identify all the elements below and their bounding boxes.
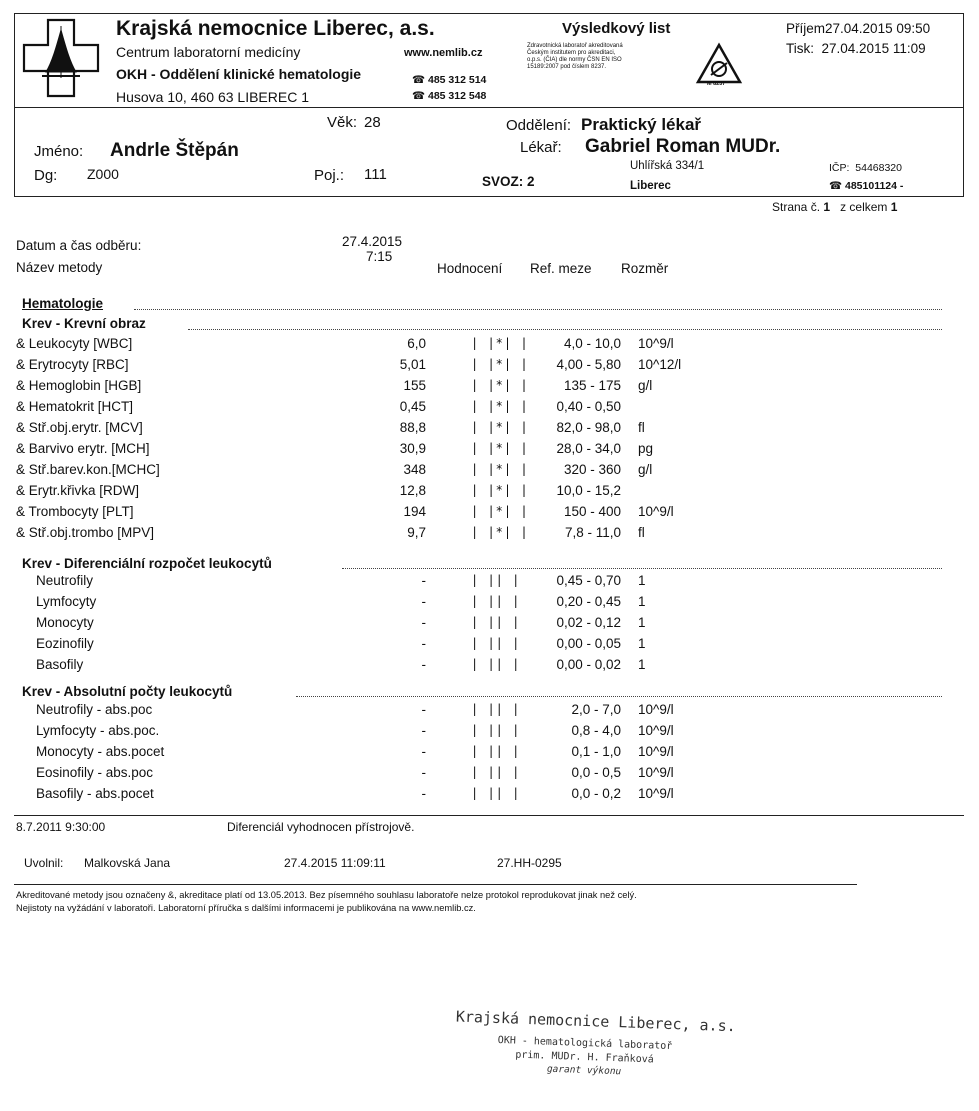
result-row <box>16 615 716 636</box>
test-name: Neutrofily - abs.poc <box>36 702 153 717</box>
test-ref-range: 2,0 - 7,0 <box>571 702 621 717</box>
test-name: & Stř.obj.erytr. [MCV] <box>16 420 143 435</box>
test-ref-range: 0,00 - 0,05 <box>556 636 621 651</box>
print-time <box>786 41 926 56</box>
test-unit: fl <box>638 525 645 540</box>
test-ref-range: 0,0 - 0,5 <box>571 765 621 780</box>
test-value: - <box>421 573 426 588</box>
test-name: & Stř.barev.kon.[MCHC] <box>16 462 160 477</box>
test-value: 30,9 <box>399 441 426 456</box>
test-name: Eosinofily - abs.poc <box>36 765 154 780</box>
test-evaluation: | || | <box>471 636 521 650</box>
test-name: & Hemoglobin [HGB] <box>16 378 142 393</box>
received-value: 27.04.2015 09:50 <box>825 21 931 36</box>
stamp-line-4: garant výkonu <box>546 1063 622 1078</box>
dotted-leader <box>296 696 942 697</box>
test-evaluation: | |*| | <box>471 336 529 350</box>
test-value: 0,45 <box>399 399 426 414</box>
test-unit: 10^9/l <box>638 336 674 351</box>
icp <box>829 162 902 174</box>
dg-value: Z000 <box>87 166 119 182</box>
test-unit: fl <box>638 420 645 435</box>
test-ref-range: 82,0 - 98,0 <box>556 420 621 435</box>
accreditation-line: Českým institutem pro akreditaci, <box>527 50 616 56</box>
result-row <box>16 420 716 441</box>
doctor-value: Gabriel Roman MUDr. <box>585 136 781 157</box>
test-unit: g/l <box>638 378 653 393</box>
test-evaluation: | |*| | <box>471 462 529 476</box>
department-label: Oddělení: <box>506 117 572 134</box>
doctor-phone <box>829 180 903 192</box>
test-evaluation: | || | <box>471 594 521 608</box>
section-diff: Krev - Diferenciální rozpočet leukocytů <box>22 556 272 571</box>
test-value: 155 <box>403 378 426 393</box>
test-evaluation: | || | <box>471 657 521 671</box>
phone-1-value: 485 312 514 <box>428 74 487 86</box>
result-row <box>16 573 716 594</box>
test-evaluation: | || | <box>471 723 521 737</box>
test-evaluation: | |*| | <box>471 483 529 497</box>
test-evaluation: | |*| | <box>471 378 529 392</box>
test-name: Basofily - abs.pocet <box>36 786 154 801</box>
test-value: 6,0 <box>407 336 426 351</box>
test-unit: 1 <box>638 573 646 588</box>
section-abs: Krev - Absolutní počty leukocytů <box>22 684 233 699</box>
test-ref-range: 0,1 - 1,0 <box>571 744 621 759</box>
test-evaluation: | |*| | <box>471 525 529 539</box>
test-ref-range: 10,0 - 15,2 <box>556 483 621 498</box>
test-value: - <box>421 765 426 780</box>
method-label: Název metody <box>16 260 103 275</box>
test-value: 9,7 <box>407 525 426 540</box>
accreditation-badge: M 8237 <box>707 81 726 87</box>
page-counter <box>772 200 897 214</box>
result-row <box>16 525 716 546</box>
test-evaluation: | || | <box>471 573 521 587</box>
result-row <box>16 336 716 357</box>
result-row <box>16 483 716 504</box>
accreditation-line: o.p.s. (ČIA) dle normy ČSN EN ISO <box>527 57 622 63</box>
test-unit: 1 <box>638 615 646 630</box>
footer-line-2: Nejistoty na vyžádání v laboratoři. Laboratorní příručka s dalšími informacemi je publikována na www.nemlib.cz. <box>16 903 476 913</box>
release-code: 27.HH-0295 <box>497 856 562 870</box>
test-value: 348 <box>403 462 426 477</box>
test-evaluation: | || | <box>471 786 521 800</box>
test-unit: 10^9/l <box>638 765 674 780</box>
test-value: 88,8 <box>399 420 426 435</box>
note-date: 8.7.2011 9:30:00 <box>16 820 106 834</box>
test-name: Monocyty - abs.pocet <box>36 744 165 759</box>
phone-icon: ☎ <box>412 90 428 102</box>
test-evaluation: | |*| | <box>471 420 529 434</box>
result-row <box>16 594 716 615</box>
result-row <box>16 357 716 378</box>
result-row <box>16 378 716 399</box>
test-unit: 10^12/l <box>638 357 682 372</box>
stamp <box>454 1007 736 1080</box>
result-row <box>16 657 716 678</box>
page-label: Strana č. <box>772 200 821 214</box>
phone-icon: ☎ <box>829 180 845 192</box>
collection-date: 27.4.2015 <box>342 234 403 249</box>
test-name: & Hematokrit [HCT] <box>16 399 134 414</box>
test-value: - <box>421 702 426 717</box>
test-evaluation: | |*| | <box>471 357 529 371</box>
eval-header: Hodnocení <box>437 261 503 276</box>
icp-value: 54468320 <box>855 162 902 174</box>
result-row <box>16 504 716 525</box>
release-name: Malkovská Jana <box>84 856 171 870</box>
test-name: & Barvivo erytr. [MCH] <box>16 441 150 456</box>
test-name: & Leukocyty [WBC] <box>16 336 133 351</box>
hospital-web: www.nemlib.cz <box>404 47 483 59</box>
test-ref-range: 0,45 - 0,70 <box>556 573 621 588</box>
result-row <box>16 765 716 786</box>
test-value: 5,01 <box>399 357 426 372</box>
result-row <box>16 399 716 420</box>
test-evaluation: | |*| | <box>471 504 529 518</box>
test-value: - <box>421 744 426 759</box>
page-total-label: z celkem <box>840 200 888 214</box>
test-evaluation: | || | <box>471 702 521 716</box>
test-unit: pg <box>638 441 654 456</box>
test-unit: 10^9/l <box>638 723 674 738</box>
result-row <box>16 462 716 483</box>
test-unit: g/l <box>638 462 653 477</box>
age-value: 28 <box>364 114 381 131</box>
phone-2-value: 485 312 548 <box>428 90 487 102</box>
hospital-cross-icon <box>22 18 100 98</box>
result-row <box>16 723 716 744</box>
name-label: Jméno: <box>34 143 84 160</box>
accreditation-text <box>527 43 623 71</box>
test-ref-range: 135 - 175 <box>563 378 621 393</box>
test-ref-range: 150 - 400 <box>563 504 621 519</box>
result-row <box>16 744 716 765</box>
department-name: OKH - Oddělení klinické hematologie <box>116 66 362 82</box>
received-time <box>786 21 930 36</box>
dotted-leader <box>134 309 942 310</box>
result-row <box>16 441 716 462</box>
test-evaluation: | |*| | <box>471 441 529 455</box>
test-evaluation: | || | <box>471 744 521 758</box>
age-label: Věk: <box>327 114 358 131</box>
collection-time: 7:15 <box>366 249 393 264</box>
test-unit: 1 <box>638 594 646 609</box>
test-ref-range: 0,8 - 4,0 <box>571 723 621 738</box>
report-title: Výsledkový list <box>562 20 671 37</box>
test-value: - <box>421 615 426 630</box>
section-blood-count: Krev - Krevní obraz <box>22 316 146 331</box>
test-value: 12,8 <box>399 483 426 498</box>
test-unit: 10^9/l <box>638 702 674 717</box>
test-name: Basofily <box>36 657 84 672</box>
test-ref-range: 4,0 - 10,0 <box>563 336 621 351</box>
test-name: & Trombocyty [PLT] <box>16 504 134 519</box>
dotted-leader <box>188 329 942 330</box>
page-number: 1 <box>823 200 831 214</box>
stamp-line-3: prim. MUDr. H. Fraňková <box>515 1049 654 1066</box>
doctor-street: Uhlířská 334/1 <box>630 160 705 172</box>
print-value: 27.04.2015 11:09 <box>821 41 926 56</box>
received-label: Příjem <box>786 21 826 36</box>
page-total: 1 <box>890 200 898 214</box>
test-name: Neutrofily <box>36 573 94 588</box>
release-label: Uvolnil: <box>24 856 64 870</box>
doctor-phone-value: 485101124 - <box>845 180 904 192</box>
test-value: - <box>421 636 426 651</box>
test-ref-range: 0,40 - 0,50 <box>556 399 621 414</box>
test-name: Lymfocyty <box>36 594 97 609</box>
test-value: - <box>421 657 426 672</box>
insurance-label: Poj.: <box>314 167 345 184</box>
test-value: - <box>421 723 426 738</box>
divider <box>14 815 964 816</box>
phone-1 <box>412 74 486 86</box>
test-value: - <box>421 786 426 801</box>
test-name: & Erytrocyty [RBC] <box>16 357 129 372</box>
test-unit: 10^9/l <box>638 786 674 801</box>
phone-2 <box>412 90 486 102</box>
accreditation-line: Zdravotnická laboratoř akreditovaná <box>527 43 623 49</box>
release-datetime: 27.4.2015 11:09:11 <box>284 856 386 870</box>
test-ref-range: 0,0 - 0,2 <box>571 786 621 801</box>
test-evaluation: | |*| | <box>471 399 529 413</box>
print-label: Tisk: <box>786 41 814 56</box>
test-unit: 10^9/l <box>638 504 674 519</box>
test-evaluation: | || | <box>471 615 521 629</box>
center-name: Centrum laboratorní medicíny <box>116 44 301 60</box>
result-row <box>16 702 716 723</box>
result-row <box>16 636 716 657</box>
test-ref-range: 0,20 - 0,45 <box>556 594 621 609</box>
test-name: & Stř.obj.trombo [MPV] <box>16 525 155 540</box>
insurance-value: 111 <box>364 166 387 183</box>
test-ref-range: 320 - 360 <box>563 462 621 477</box>
icp-label: IČP: <box>829 162 850 174</box>
patient-name: Andrle Štěpán <box>110 140 239 161</box>
test-unit: 10^9/l <box>638 744 674 759</box>
note-text: Diferenciál vyhodnocen přístrojově. <box>227 820 415 834</box>
test-ref-range: 0,02 - 0,12 <box>556 615 621 630</box>
footer-divider <box>14 884 857 885</box>
result-row <box>16 786 716 807</box>
stamp-line-1: Krajská nemocnice Liberec, a.s. <box>455 1007 736 1036</box>
dotted-leader <box>342 568 942 569</box>
test-ref-range: 4,00 - 5,80 <box>556 357 621 372</box>
test-ref-range: 28,0 - 34,0 <box>556 441 621 456</box>
phone-icon: ☎ <box>412 74 428 86</box>
test-ref-range: 0,00 - 0,02 <box>556 657 621 672</box>
stamp-line-2: OKH - hematologická laboratoř <box>497 1034 673 1053</box>
hospital-name: Krajská nemocnice Liberec, a.s. <box>116 17 435 40</box>
test-name: Eozinofily <box>36 636 94 651</box>
unit-header: Rozměr <box>621 261 669 276</box>
collection-label: Datum a čas odběru: <box>16 238 142 253</box>
test-unit: 1 <box>638 636 646 651</box>
accreditation-line: 15189:2007 pod číslem 8237. <box>527 64 607 70</box>
test-name: & Erytr.křivka [RDW] <box>16 483 140 498</box>
test-name: Monocyty <box>36 615 94 630</box>
test-evaluation: | || | <box>471 765 521 779</box>
footer-line-1: Akreditované metody jsou označeny &, akreditace platí od 13.05.2013. Bez písemného souhlasu laboratoře nelze protokol reprodukovat jinak než celý. <box>16 890 637 900</box>
test-name: Lymfocyty - abs.poc. <box>36 723 160 738</box>
ref-header: Ref. meze <box>530 261 592 276</box>
test-value: 194 <box>403 504 426 519</box>
test-unit: 1 <box>638 657 646 672</box>
department-value: Praktický lékař <box>581 115 702 134</box>
hospital-address: Husova 10, 460 63 LIBEREC 1 <box>116 89 310 105</box>
doctor-label: Lékař: <box>520 139 562 156</box>
test-value: - <box>421 594 426 609</box>
section-hematology: Hematologie <box>22 296 104 311</box>
svoz: SVOZ: 2 <box>482 174 535 189</box>
dg-label: Dg: <box>34 167 58 184</box>
doctor-city: Liberec <box>630 180 671 192</box>
test-ref-range: 7,8 - 11,0 <box>564 525 621 540</box>
